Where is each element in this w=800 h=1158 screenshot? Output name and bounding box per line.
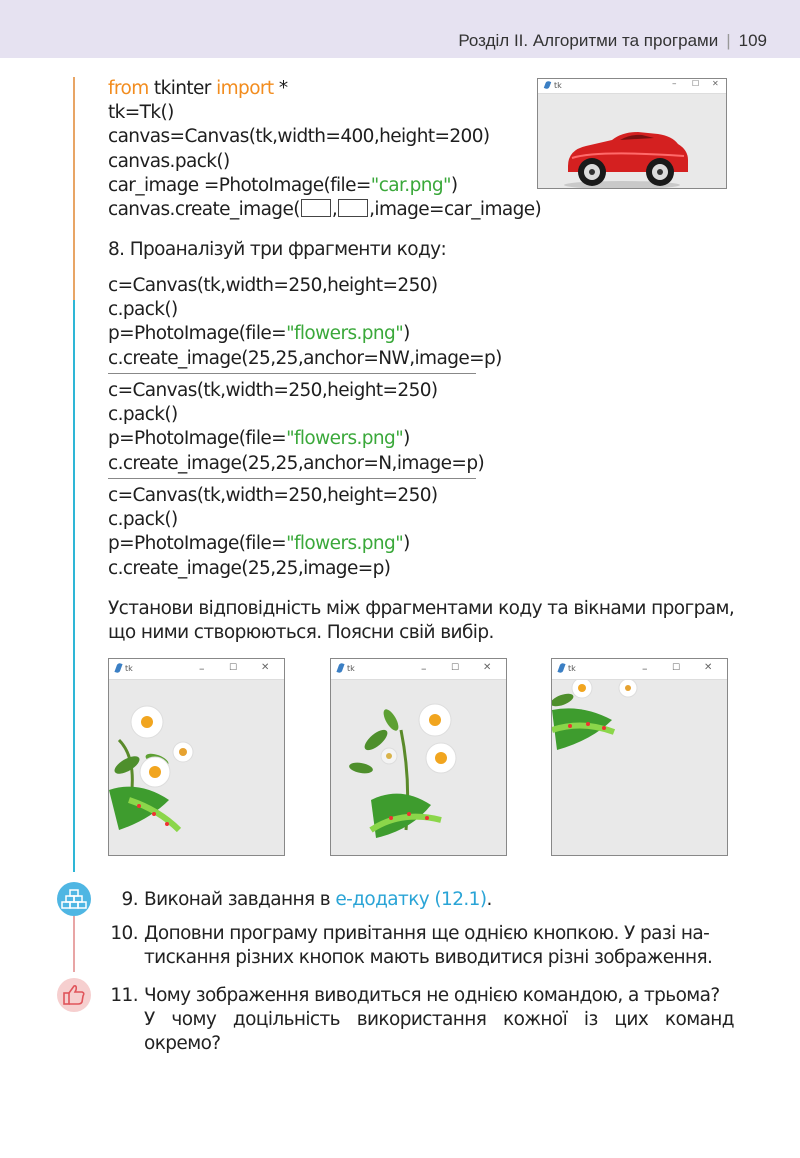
thumbs-up-glyph bbox=[57, 978, 91, 1012]
code-string: "flowers.png" bbox=[286, 533, 404, 555]
code-text: tkinter bbox=[148, 78, 217, 99]
blocks-icon bbox=[57, 882, 91, 916]
instruction-line: що ними створюються. Поясни свій вибір. bbox=[108, 622, 494, 643]
minimize-icon[interactable]: – bbox=[199, 662, 205, 675]
margin-line-pink bbox=[73, 916, 75, 972]
blocks-glyph bbox=[57, 882, 91, 916]
header-separator: | bbox=[726, 31, 731, 50]
code-fragment-3 bbox=[108, 484, 438, 581]
section-title: Розділ ІІ. Алгоритми та програми bbox=[458, 31, 719, 50]
task-number: 10. bbox=[110, 923, 138, 944]
task-text bbox=[144, 922, 734, 970]
task-text bbox=[144, 984, 734, 1056]
flowers-image bbox=[552, 680, 727, 856]
maximize-icon[interactable]: ☐ bbox=[692, 79, 700, 88]
minimize-icon[interactable]: – bbox=[642, 662, 648, 675]
code-text: ) bbox=[403, 533, 410, 555]
task-9 bbox=[108, 888, 738, 914]
code-line: c.pack() bbox=[108, 299, 178, 321]
code-line bbox=[108, 77, 541, 101]
minimize-icon[interactable]: – bbox=[421, 662, 427, 675]
task-text-part: Виконай завдання в bbox=[144, 889, 336, 910]
code-string: "flowers.png" bbox=[286, 428, 404, 450]
tk-window-car bbox=[537, 78, 727, 189]
tk-window-flowers-1 bbox=[108, 658, 285, 856]
code-line: c.pack() bbox=[108, 404, 178, 426]
code-text: ) bbox=[403, 323, 410, 345]
code-line: c.pack() bbox=[108, 509, 178, 531]
code-line bbox=[108, 198, 541, 222]
code-block-car bbox=[108, 77, 541, 222]
window-title: tk bbox=[347, 664, 355, 673]
code-text: p=PhotoImage(file= bbox=[108, 428, 287, 450]
car-image bbox=[538, 94, 726, 189]
code-line: c=Canvas(tk,width=250,height=250) bbox=[108, 275, 438, 296]
task-10 bbox=[108, 922, 738, 972]
code-text: ,image=car_image) bbox=[369, 198, 542, 220]
code-line: c=Canvas(tk,width=250,height=250) bbox=[108, 485, 438, 506]
task-text-part: . bbox=[486, 889, 492, 910]
code-line bbox=[108, 322, 502, 346]
window-titlebar bbox=[552, 659, 727, 680]
task-line: Доповни програму привітання ще однією кнопкою. У разі на- bbox=[144, 923, 710, 944]
code-text: ) bbox=[450, 174, 458, 196]
code-fragment-2 bbox=[108, 379, 484, 476]
window-titlebar bbox=[109, 659, 284, 680]
maximize-icon[interactable]: ☐ bbox=[229, 663, 238, 673]
flowers-image bbox=[109, 680, 284, 856]
window-titlebar bbox=[331, 659, 506, 680]
fragment-divider bbox=[108, 478, 476, 479]
code-line: canvas.pack() bbox=[108, 150, 230, 172]
code-text: * bbox=[273, 78, 288, 99]
code-text: canvas.create_image( bbox=[108, 198, 300, 220]
maximize-icon[interactable]: ☐ bbox=[672, 663, 681, 673]
header-text bbox=[458, 31, 767, 51]
thumbs-up-icon bbox=[57, 978, 91, 1012]
code-string: "flowers.png" bbox=[286, 323, 404, 345]
code-text: , bbox=[331, 198, 338, 220]
margin-line-cyan bbox=[73, 300, 75, 872]
code-line: c=Canvas(tk,width=250,height=250) bbox=[108, 380, 438, 401]
feather-icon bbox=[114, 662, 122, 673]
window-title: tk bbox=[568, 664, 576, 673]
instruction-paragraph bbox=[108, 597, 734, 645]
close-icon[interactable]: ✕ bbox=[712, 79, 719, 88]
instruction-line: Установи відповідність між фрагментами коду та вікнами програм, bbox=[108, 598, 735, 619]
code-line bbox=[108, 174, 541, 198]
code-keyword: import bbox=[216, 78, 274, 99]
code-line: tk=Tk() bbox=[108, 102, 174, 124]
window-title: tk bbox=[554, 81, 562, 90]
minimize-icon[interactable]: – bbox=[672, 79, 677, 89]
fragment-divider bbox=[108, 373, 476, 374]
blank-box bbox=[338, 199, 368, 217]
task-8-heading: 8. Проаналізуй три фрагменти коду: bbox=[108, 239, 447, 260]
code-fragment-1 bbox=[108, 274, 502, 371]
close-icon[interactable]: ✕ bbox=[261, 662, 270, 673]
window-titlebar bbox=[538, 79, 726, 94]
blank-box bbox=[301, 199, 331, 217]
feather-icon bbox=[557, 662, 565, 673]
code-string: "car.png" bbox=[370, 174, 451, 196]
page-header bbox=[0, 0, 800, 58]
code-line: c.create_image(25,25,anchor=N,image=p) bbox=[108, 452, 485, 474]
task-number: 9. bbox=[121, 889, 138, 910]
window-title: tk bbox=[125, 664, 133, 673]
code-text: ) bbox=[403, 428, 410, 450]
task-line: Чому зображення виводиться не однією командою, а трьома? bbox=[144, 985, 720, 1006]
task-line: тискання різних кнопок мають виводитися різні зображення. bbox=[144, 947, 713, 968]
code-text: p=PhotoImage(file= bbox=[108, 323, 287, 345]
code-line bbox=[108, 532, 438, 556]
code-line: c.create_image(25,25,anchor=NW,image=p) bbox=[108, 347, 502, 369]
code-line bbox=[108, 427, 484, 451]
task-line: У чому доцільність використання кожної із цих команд окремо? bbox=[144, 1009, 734, 1054]
feather-icon bbox=[336, 662, 344, 673]
code-line: c.create_image(25,25,image=p) bbox=[108, 557, 391, 579]
tk-window-flowers-2 bbox=[330, 658, 507, 856]
code-keyword: from bbox=[108, 78, 149, 99]
task-11 bbox=[108, 984, 738, 1054]
maximize-icon[interactable]: ☐ bbox=[451, 663, 460, 673]
tk-window-flowers-3 bbox=[551, 658, 728, 856]
task-text bbox=[144, 888, 734, 912]
close-icon[interactable]: ✕ bbox=[704, 662, 713, 673]
code-text: p=PhotoImage(file= bbox=[108, 533, 287, 555]
flowers-image bbox=[331, 680, 506, 856]
feather-icon bbox=[544, 80, 551, 89]
close-icon[interactable]: ✕ bbox=[483, 662, 492, 673]
e-supplement-link[interactable]: е-додатку (12.1) bbox=[335, 889, 487, 910]
task-number: 11. bbox=[110, 985, 138, 1006]
code-text: car_image =PhotoImage(file= bbox=[108, 174, 371, 196]
page-number: 109 bbox=[738, 31, 767, 50]
code-line: canvas=Canvas(tk,width=400,height=200) bbox=[108, 126, 490, 148]
